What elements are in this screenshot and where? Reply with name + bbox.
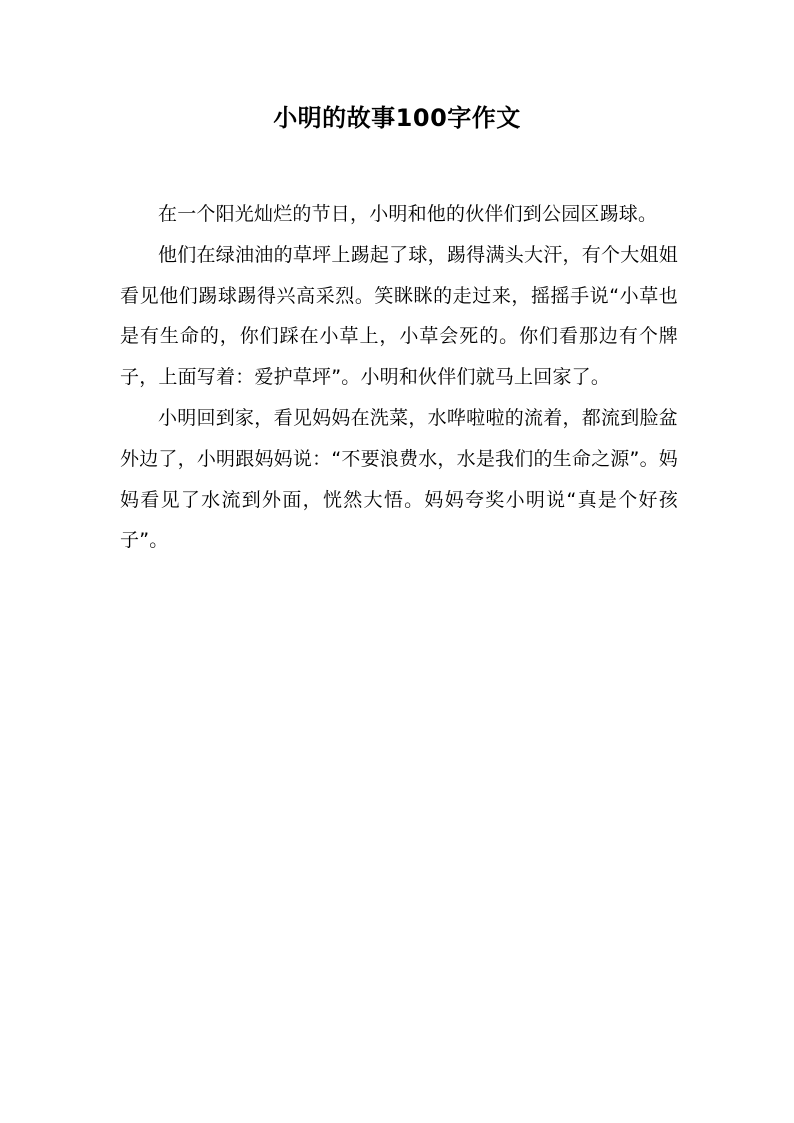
paragraph: 小明回到家，看见妈妈在洗菜，水哗啦啦的流着，都流到脸盆外边了，小明跟妈妈说：“不要浪费水，水是我们的生命之源”。妈妈看见了水流到外面，恍然大悟。妈妈夸奖小明说“真是个好孩子”。 <box>120 406 678 552</box>
document-body <box>120 194 678 561</box>
document-title: 小明的故事100字作文 <box>273 104 521 132</box>
paragraph: 他们在绿油油的草坪上踢起了球，踢得满头大汗，有个大姐姐看见他们踢球踢得兴高采烈。笑眯眯的走过来，摇摇手说“小草也是有生命的，你们踩在小草上，小草会死的。你们看那边有个牌子，上面写着：爱护草坪”。小明和伙伴们就马上回家了。 <box>120 243 678 389</box>
paragraph: 在一个阳光灿烂的节日，小明和他的伙伴们到公园区踢球。 <box>158 203 658 225</box>
